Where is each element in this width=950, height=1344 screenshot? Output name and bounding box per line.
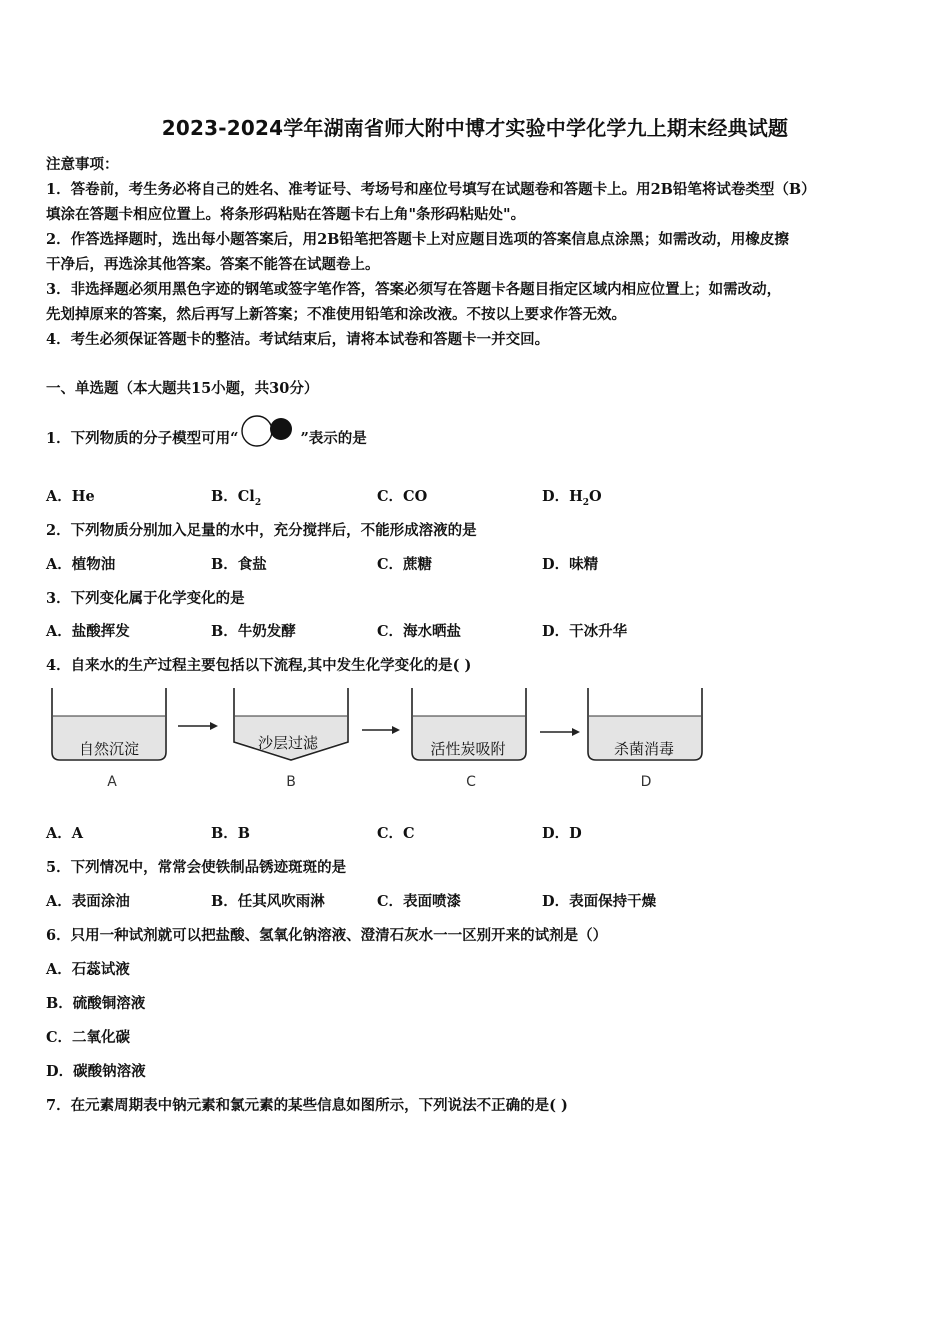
question-1-option-b[interactable]: B．$Cl_2$ (211, 488, 262, 508)
question-6-option-a[interactable]: A．石蕊试液 (46, 961, 130, 978)
question-4-stem: 4．自来水的生产过程主要包括以下流程,其中发生化学变化的是( ) (46, 657, 472, 674)
notice-line: 先划掉原来的答案，然后再写上新答案；不准使用铅笔和涂改液。不按以上要求作答无效。 (46, 306, 626, 323)
question-3-option-c[interactable]: C．海水晒盐 (377, 623, 462, 640)
step-letter-a: A (107, 774, 117, 790)
step-letter-b: B (286, 774, 296, 790)
step-label-b: 沙层过滤 (257, 734, 319, 752)
question-2-option-d[interactable]: D．味精 (542, 556, 599, 573)
question-2-option-c[interactable]: C．蔗糖 (377, 556, 433, 573)
question-1-stem-before: 1．下列物质的分子模型可用“ (46, 430, 239, 447)
step-label-c: 活性炭吸附 (430, 740, 506, 758)
beaker-c (412, 688, 526, 790)
question-6-stem: 6．只用一种试剂就可以把盐酸、氢氧化钠溶液、澄清石灰水一一区别开来的试剂是（） (46, 927, 608, 944)
step-letter-d: D (640, 774, 652, 790)
notice-line: 干净后，再选涂其他答案。答案不能答在试题卷上。 (46, 256, 380, 273)
question-1-option-a[interactable]: A．He (46, 488, 95, 505)
question-2-option-a[interactable]: A．植物油 (46, 556, 116, 573)
question-6-option-c[interactable]: C．二氧化碳 (46, 1029, 131, 1046)
notice-line: 1．答卷前，考生务必将自己的姓名、准考证号、考场号和座位号填写在试题卷和答题卡上。用2B铅笔将试卷类型（B） (46, 181, 816, 198)
question-3-option-b[interactable]: B．牛奶发酵 (211, 623, 296, 640)
arrow-right-icon (362, 726, 400, 734)
arrow-right-icon (540, 728, 580, 736)
question-4-option-a[interactable]: A．A (46, 825, 84, 842)
question-2-stem: 2．下列物质分别加入足量的水中，充分搅拌后，不能形成溶液的是 (46, 522, 477, 539)
beaker-a (52, 688, 166, 790)
question-4-option-c[interactable]: C．C (377, 825, 415, 842)
question-4-option-d[interactable]: D．D (542, 825, 582, 842)
step-label-a: 自然沉淀 (78, 740, 140, 758)
step-letter-c: C (466, 774, 476, 790)
question-1-option-c[interactable]: C．CO (377, 488, 428, 505)
question-5-option-a[interactable]: A．表面涂油 (46, 893, 130, 910)
step-label-d: 杀菌消毒 (613, 740, 675, 758)
question-3-option-d[interactable]: D．干冰升华 (542, 623, 628, 640)
question-6-option-d[interactable]: D．碳酸钠溶液 (46, 1063, 146, 1080)
question-5-option-b[interactable]: B．任其风吹雨淋 (211, 893, 325, 910)
question-3-stem: 3．下列变化属于化学变化的是 (46, 590, 245, 607)
arrow-right-icon (178, 722, 218, 730)
page-title: 2023-2024学年湖南省师大附中博才实验中学化学九上期末经典试题 (161, 116, 789, 140)
notice-heading: 注意事项： (46, 156, 119, 173)
question-1-option-d[interactable]: D．$H_2O$ (542, 488, 602, 508)
question-2-option-b[interactable]: B．食盐 (211, 556, 267, 573)
question-6-option-b[interactable]: B．硫酸铜溶液 (46, 995, 146, 1012)
water-treatment-diagram (46, 684, 706, 794)
notice-line: 3．非选择题必须用黑色字迹的钢笔或签字笔作答，答案必须写在答题卡各题目指定区域内相应位置上；如需改动， (46, 281, 782, 298)
funnel-b (234, 688, 348, 790)
molecule-model-icon (240, 415, 298, 449)
question-7-stem: 7．在元素周期表中钠元素和氯元素的某些信息如图所示，下列说法不正确的是( ) (46, 1097, 568, 1114)
question-3-option-a[interactable]: A．盐酸挥发 (46, 623, 130, 640)
question-1-stem-after: ”表示的是 (300, 430, 367, 447)
notice-line: 2．作答选择题时，选出每小题答案后，用2B铅笔把答题卡上对应题目选项的答案信息点涂黑；如需改动，用橡皮擦 (46, 231, 789, 248)
section-heading: 一、单选题（本大题共15小题，共30分） (46, 380, 319, 397)
question-4-option-b[interactable]: B．B (211, 825, 251, 842)
beaker-d (588, 688, 702, 790)
notice-line: 4．考生必须保证答题卡的整洁。考试结束后，请将本试卷和答题卡一并交回。 (46, 331, 550, 348)
question-5-option-d[interactable]: D．表面保持干燥 (542, 893, 657, 910)
question-5-stem: 5．下列情况中，常常会使铁制品锈迹斑斑的是 (46, 859, 347, 876)
question-1-stem (46, 427, 367, 449)
notice-line: 填涂在答题卡相应位置上。将条形码粘贴在答题卡右上角"条形码粘贴处"。 (46, 206, 526, 223)
question-5-option-c[interactable]: C．表面喷漆 (377, 893, 462, 910)
